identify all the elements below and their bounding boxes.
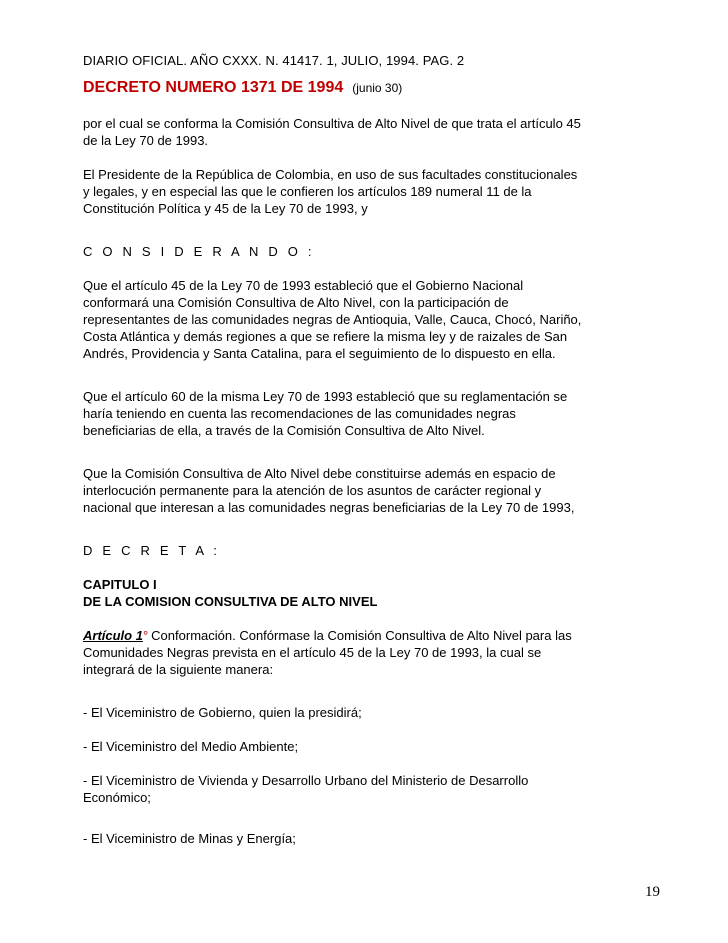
article-1 — [83, 627, 583, 678]
considerando-paragraph: Que el artículo 60 de la misma Ley 70 de 1993 estableció que su reglamentación se haría teniendo en cuenta las recomendaciones de las comunidades negras beneficiarias de ella, a través de la Comisión Consultiva de Alto Nivel. — [83, 389, 568, 438]
list-item: - El Viceministro de Minas y Energía; — [83, 831, 296, 846]
considerando-paragraph: Que la Comisión Consultiva de Alto Nivel debe constituirse además en espacio de interlocución permanente para la atención de los asuntos de carácter regional y nacional que interesan a las comunidades negras beneficiarias de la Ley 70 de 1993, — [83, 466, 575, 515]
list-item: - El Viceministro de Vivienda y Desarrollo Urbano del Ministerio de Desarrollo Económico; — [83, 773, 529, 805]
decree-authority: El Presidente de la República de Colombia, en uso de sus facultades constitucionales y legales, y en especial las que le confieren los artículos 189 numeral 11 de la Constitución Política y 45 de la Ley 70 de 1993, y — [83, 167, 578, 216]
gazette-header: DIARIO OFICIAL. AÑO CXXX. N. 41417. 1, JULIO, 1994. PAG. 2 — [83, 53, 465, 68]
chapter-number: CAPITULO I — [83, 577, 157, 592]
chapter-title: DE LA COMISION CONSULTIVA DE ALTO NIVEL — [83, 594, 378, 609]
decree-title: DECRETO NUMERO 1371 DE 1994 — [83, 79, 344, 96]
decree-date: (junio 30) — [352, 81, 403, 95]
article-1-text: Conformación. Confórmase la Comisión Consultiva de Alto Nivel para las Comunidades Negras prevista en el artículo 45 de la Ley 70 de 1993, la cual se integrará de la siguiente manera: — [83, 628, 572, 677]
document-body — [83, 52, 583, 847]
considerando-heading: C O N S I D E R A N D O : — [83, 244, 315, 259]
list-item: - El Viceministro de Gobierno, quien la presidirá; — [83, 705, 362, 720]
considerando-paragraph: Que el artículo 45 de la Ley 70 de 1993 estableció que el Gobierno Nacional conformará una Comisión Consultiva de Alto Nivel, con la participación de representantes de las comunidades negras de Antioquia, Valle, Cauca, Chocó, Nariño, Costa Atlántica y demás regiones a que se refiere la misma ley y de raizales de San Andrés, Providencia y Santa Catalina, para el seguimiento de lo dispuesto en ella. — [83, 278, 582, 361]
list-item: - El Viceministro del Medio Ambiente; — [83, 739, 299, 754]
decree-heading — [83, 79, 583, 97]
page-number: 19 — [645, 884, 660, 900]
article-1-degree: ° — [142, 628, 149, 643]
decree-purpose: por el cual se conforma la Comisión Consultiva de Alto Nivel de que trata el artículo 45 de la Ley 70 de 1993. — [83, 116, 581, 148]
article-1-label: Artículo 1 — [83, 628, 143, 643]
decreta-heading: D E C R E T A : — [83, 543, 221, 558]
